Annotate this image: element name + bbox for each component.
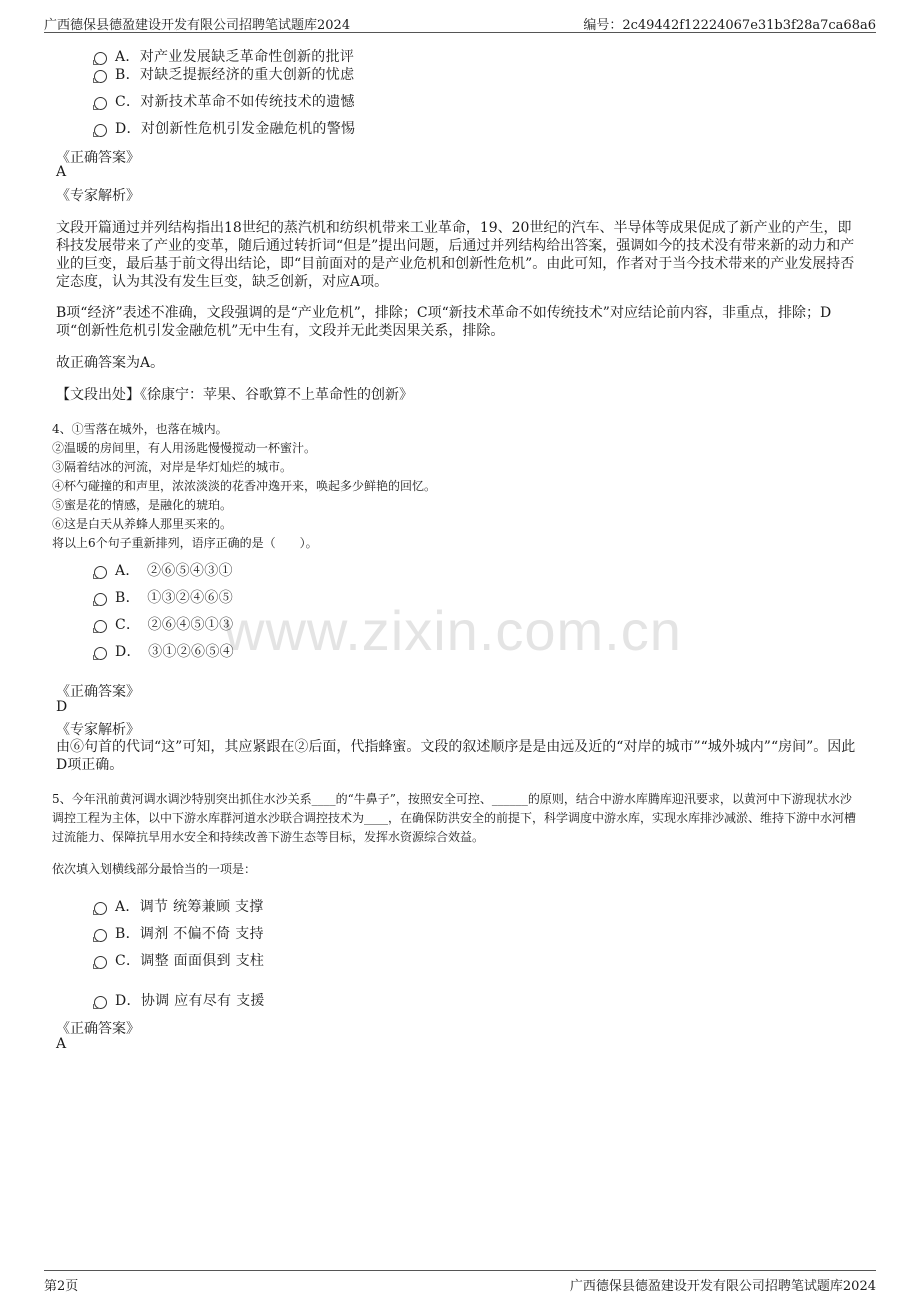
q3-option-a[interactable] [94,46,354,66]
q3-answer-label: 《正确答案》 [56,150,140,166]
q4-stem-line: ⑤蜜是花的情感，是融化的琥珀。 [52,498,233,512]
q4-analysis: 由⑥句首的代词“这”可知，其应紧跟在②后面，代指蜂蜜。文段的叙述顺序是是由远及近的“对岸的城市”“城外城内”“房间”。因此D项正确。 [56,739,856,773]
q4-option-c[interactable] [94,614,233,634]
q3-analysis-label: 《专家解析》 [56,188,140,204]
q4-stem-line: ⑥这是白天从养蜂人那里买来的。 [52,517,233,531]
radio-icon[interactable] [94,929,107,942]
q3-option-c[interactable] [94,91,355,111]
radio-icon[interactable] [94,566,107,579]
q4-answer-label: 《正确答案》 [56,684,140,700]
q5-option-c[interactable] [94,950,264,970]
radio-icon[interactable] [94,70,107,83]
q4-stem-line: 4、①雪落在城外，也落在城内。 [52,422,228,436]
radio-icon[interactable] [94,956,107,969]
radio-icon[interactable] [94,902,107,915]
option-label: A．对产业发展缺乏革命性创新的批评 [115,49,355,65]
option-label: A． ②⑥⑤④③① [115,563,233,579]
q4-stem-line: ④杯勺碰撞的和声里，浓浓淡淡的花香冲逸开来，唤起多少鲜艳的回忆。 [52,479,437,493]
option-label: D．协调 应有尽有 支援 [115,993,265,1009]
q3-analysis-paragraph: B项“经济”表述不准确，文段强调的是“产业危机”，排除；C项“新技术革命不如传统技术”对应结论前内容，非重点，排除；D项“创新性危机引发金融危机”无中生有，文段并无此类因果关系，排除。 [56,305,832,339]
option-label: B．调剂 不偏不倚 支持 [115,926,264,942]
radio-icon[interactable] [94,647,107,660]
q5-option-a[interactable] [94,896,264,916]
option-label: A．调节 统筹兼顾 支撑 [115,899,264,915]
page-header [44,12,876,33]
q4-analysis-label: 《专家解析》 [56,722,140,738]
q3-conclusion: 故正确答案为A。 [56,355,165,371]
watermark: www.zixin.com.cn [224,599,682,662]
option-label: C．对新技术革命不如传统技术的遗憾 [115,94,355,110]
q5-answer: A [56,1036,67,1052]
header-doc-id: 编号：2c49442f12224067e31b3f28a7ca68a6 [583,18,876,33]
option-label: C． ②⑥④⑤①③ [115,617,234,633]
option-label: D． ③①②⑥⑤④ [115,644,234,660]
q4-option-a[interactable] [94,560,233,580]
q3-option-b[interactable] [94,64,354,84]
radio-icon[interactable] [94,620,107,633]
q3-analysis-paragraph: 文段开篇通过并列结构指出18世纪的蒸汽机和纺织机带来工业革命，19、20世纪的汽车、半导体等成果促成了新产业的产生，即科技发展带来了产业的变革，随后通过转折词“但是”提出问题，后通过并列结构给出答案，强调如今的技术没有带来新的动力和产业的巨变，最后基于前文得出结论，即“目前面对的是产业危机和创新性危机”。由此可知，作者对于当今技术带来的产业发展持否定态度，认为其没有发生巨变，缺乏创新，对应A项。 [56,220,855,290]
header-title: 广西德保县德盈建设开发有限公司招聘笔试题库2024 [44,18,351,33]
page-footer [44,1270,876,1293]
footer-title: 广西德保县德盈建设开发有限公司招聘笔试题库2024 [569,1279,876,1294]
radio-icon[interactable] [94,97,107,110]
radio-icon[interactable] [94,124,107,137]
q4-option-b[interactable] [94,587,233,607]
page-number: 第2页 [44,1279,79,1294]
radio-icon[interactable] [94,52,107,65]
q5-answer-label: 《正确答案》 [56,1021,140,1037]
q4-answer: D [56,699,68,715]
q5-option-b[interactable] [94,923,264,943]
option-label: B．对缺乏提振经济的重大创新的忧虑 [115,67,355,83]
q3-source: 【文段出处】《徐康宁：苹果、谷歌算不上革命性的创新》 [56,387,413,403]
option-label: C．调整 面面俱到 支柱 [115,953,265,969]
q5-option-d[interactable] [94,990,265,1010]
q3-answer: A [56,164,67,180]
q4-option-d[interactable] [94,641,234,661]
radio-icon[interactable] [94,996,107,1009]
q3-option-d[interactable] [94,118,355,138]
q4-stem-prompt: 将以上6个句子重新排列，语序正确的是（ ）。 [52,536,318,550]
option-label: D．对创新性危机引发金融危机的警惕 [115,121,356,137]
option-label: B． ①③②④⑥⑤ [115,590,233,606]
q4-stem-line: ③隔着结冰的河流，对岸是华灯灿烂的城市。 [52,460,293,474]
q4-stem-line: ②温暖的房间里，有人用汤匙慢慢搅动一杯蜜汁。 [52,441,317,455]
q5-stem: 5、今年汛前黄河调水调沙特别突出抓住水沙关系____的“牛鼻子”，按照安全可控、______的原则，结合中游水库腾库迎汛要求，以黄河中下游现状水沙调控工程为主体，以中下游水库群河道水沙联合调控技术为____，在确保防洪安全的前提下，科学调度中游水库，实现水库排沙减淤、维持下游中水河槽过流能力、保障抗旱用水安全和持续改善下游生态等目标，发挥水资源综合效益。 [52,792,857,844]
q5-prompt: 依次填入划横线部分最恰当的一项是： [52,862,257,876]
radio-icon[interactable] [94,593,107,606]
